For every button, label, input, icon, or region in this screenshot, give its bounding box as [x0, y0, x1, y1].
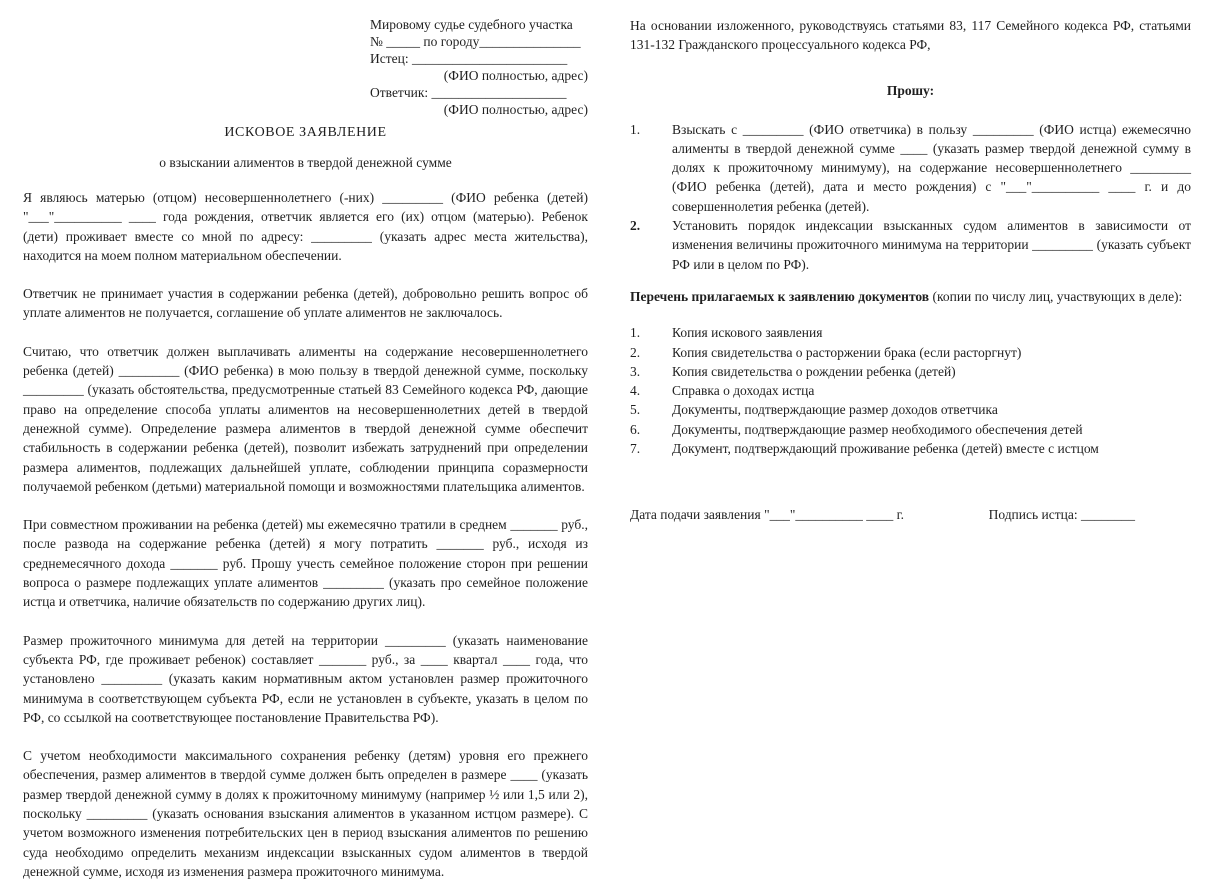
attachment-item-number: 1. [630, 325, 641, 341]
document-subtitle: о взыскании алиментов в твердой денежной сумме [159, 155, 452, 170]
attachments-heading [630, 287, 1191, 306]
right-column [630, 16, 1191, 523]
attachment-item-number: 2. [630, 344, 641, 360]
attachments-heading-rest: (копии по числу лиц, участвующих в деле): [929, 288, 1183, 304]
attachment-item-text: Копия искового заявления [672, 325, 823, 341]
court-header-line: Мировому судье судебного участка [370, 17, 573, 32]
request-item-text: Взыскать с _________ (ФИО ответчика) в пользу _________ (ФИО истца) ежемесячно алименты в твердой денежной сумме ____ (указать размер твердой денежной сумму в долях к прожиточному минимуму), на содержание несовершеннолетнего _________ (ФИО ребенка (детей), дата и место рождения) с "___"__________ ____ г. и до совершеннолетия ребенка (детей). [672, 121, 1191, 214]
court-header-block [370, 16, 588, 118]
defendant-hint-line: (ФИО полностью, адрес) [443, 102, 588, 117]
request-item [630, 120, 1191, 216]
attachment-item-number: 3. [630, 363, 641, 379]
left-column [23, 16, 588, 881]
request-item [630, 216, 1191, 274]
request-item-number: 1. [630, 121, 641, 137]
footer-row [630, 507, 1191, 523]
request-item-text: Установить порядок индексации взысканных судом алиментов в зависимости от изменения величины прожиточного минимума на территории _________ (указать субъект РФ или в целом по РФ). [672, 218, 1191, 272]
attachment-item [630, 343, 1191, 362]
filing-date-label: Дата подачи заявления "___"__________ ____ г. [630, 507, 904, 523]
attachment-item-number: 7. [630, 441, 641, 457]
paragraph-subsistence-minimum: Размер прожиточного минимума для детей на территории _________ (указать наименование субъекта РФ, где проживает ребенок) составляет _______ руб., за ____ квартал ____ года, что установлено _________ (указать каким нормативным актом установлен размер прожиточного минимума в соответствующем субъекта РФ, если не установлен в субъекте, указать в целом по РФ, со ссылкой на соответствующее постановление Правительства РФ). [23, 632, 588, 725]
attachment-item-number: 6. [630, 421, 641, 437]
paragraph-parenthood: Я являюсь матерью (отцом) несовершеннолетнего (-них) _________ (ФИО ребенка (детей) "___"__________ ____ года рождения, ответчик является его (их) отцом (матерью). Ребенок (дети) проживает вместе со мной по адресу: _________ (указать адрес места жительства), находится на моем полном материальном обеспечении. [23, 190, 588, 263]
paragraph-fixed-sum-grounds: Считаю, что ответчик должен выплачивать алименты на содержание несовершеннолетнего ребенка (детей) _________ (ФИО ребенка) в мою пользу в твердой денежной сумме, поскольку _________ (указать обстоятельства, предусмотренные статьей 83 Семейного кодекса РФ, дающие право на определение способа уплаты алиментов на несовершеннолетних детей в твердой денежной сумме). Определение размера алиментов в твердой денежной сумме обеспечит стабильность в содержании ребенка (детей), позволит избежать затруднений при определении размера алиментов, подлежащих дальнейшей уплате, соблюдении принципа соразмерности получаемой ребенком (детьми) материальной помощи и возможностями плательщика алиментов. [23, 343, 588, 494]
legal-basis-paragraph: На основании изложенного, руководствуясь статьями 83, 117 Семейного кодекса РФ, статьями 131-132 Гражданского процессуального кодекса РФ, [630, 18, 1191, 53]
request-heading: Прошу: [886, 82, 935, 98]
request-item-number: 2. [630, 218, 641, 234]
attachment-item-number: 4. [630, 383, 641, 399]
attachments-list [630, 323, 1191, 458]
attachment-item-text: Копия свидетельства о рождении ребенка (детей) [672, 363, 956, 379]
plaintiff-line: Истец: _______________________ [370, 51, 568, 66]
plaintiff-hint-line: (ФИО полностью, адрес) [443, 68, 588, 83]
attachment-item [630, 362, 1191, 381]
attachment-item-text: Документы, подтверждающие размер необходимого обеспечения детей [672, 421, 1083, 437]
paragraph-indexation: С учетом необходимости максимального сохранения ребенку (детям) уровня его прежнего обеспечения, размер алиментов в твердой сумме должен быть определен в размере ____ (указать размер твердой денежной сумму в долях к прожиточному минимуму (например ½ или 1,5 или 2), поскольку _________ (указать основания взыскания алиментов в указанном истцом размере). С учетом возможного изменения потребительских цен в период взыскания алиментов по решению суда необходимо определить механизм индексации взысканных судом алиментов в твердой денежной сумме, исходя из изменения размера прожиточного минимума. [23, 748, 588, 879]
defendant-line: Ответчик: ____________________ [370, 85, 567, 100]
attachment-item-number: 5. [630, 402, 641, 418]
attachments-heading-bold: Перечень прилагаемых к заявлению документов [630, 288, 930, 304]
paragraph-no-support: Ответчик не принимает участия в содержании ребенка (детей), добровольно решить вопрос об уплате алиментов не получается, соглашение об уплате алиментов не заключалось. [23, 286, 588, 321]
attachment-item-text: Справка о доходах истца [672, 383, 815, 399]
statement-body [23, 188, 588, 881]
attachment-item [630, 420, 1191, 439]
attachment-item-text: Документ, подтверждающий проживание ребенка (детей) вместе с истцом [672, 441, 1099, 457]
paragraph-expenses: При совместном проживании на ребенка (детей) мы ежемесячно тратили в среднем _______ руб., после развода на содержание ребенка (детей) я могу потратить _______ руб., исходя из среднемесячного дохода _______ руб. Прошу учесть семейное положение сторон при решении вопроса о размере подлежащих уплате алиментов _________ (указать про семейное положение истца и ответчика, наличие обязательств по содержанию других лиц). [23, 517, 588, 610]
signature-label: Подпись истца: ________ [988, 507, 1135, 523]
attachment-item [630, 439, 1191, 458]
court-number-line: № _____ по городу_______________ [370, 34, 581, 49]
attachment-item-text: Копия свидетельства о расторжении брака (если расторгнут) [672, 344, 1022, 360]
attachment-item [630, 323, 1191, 342]
attachment-item [630, 381, 1191, 400]
attachment-item [630, 400, 1191, 419]
document-title: ИСКОВОЕ ЗАЯВЛЕНИЕ [224, 125, 387, 140]
requests-list [630, 120, 1191, 274]
attachment-item-text: Документы, подтверждающие размер доходов ответчика [672, 402, 998, 418]
